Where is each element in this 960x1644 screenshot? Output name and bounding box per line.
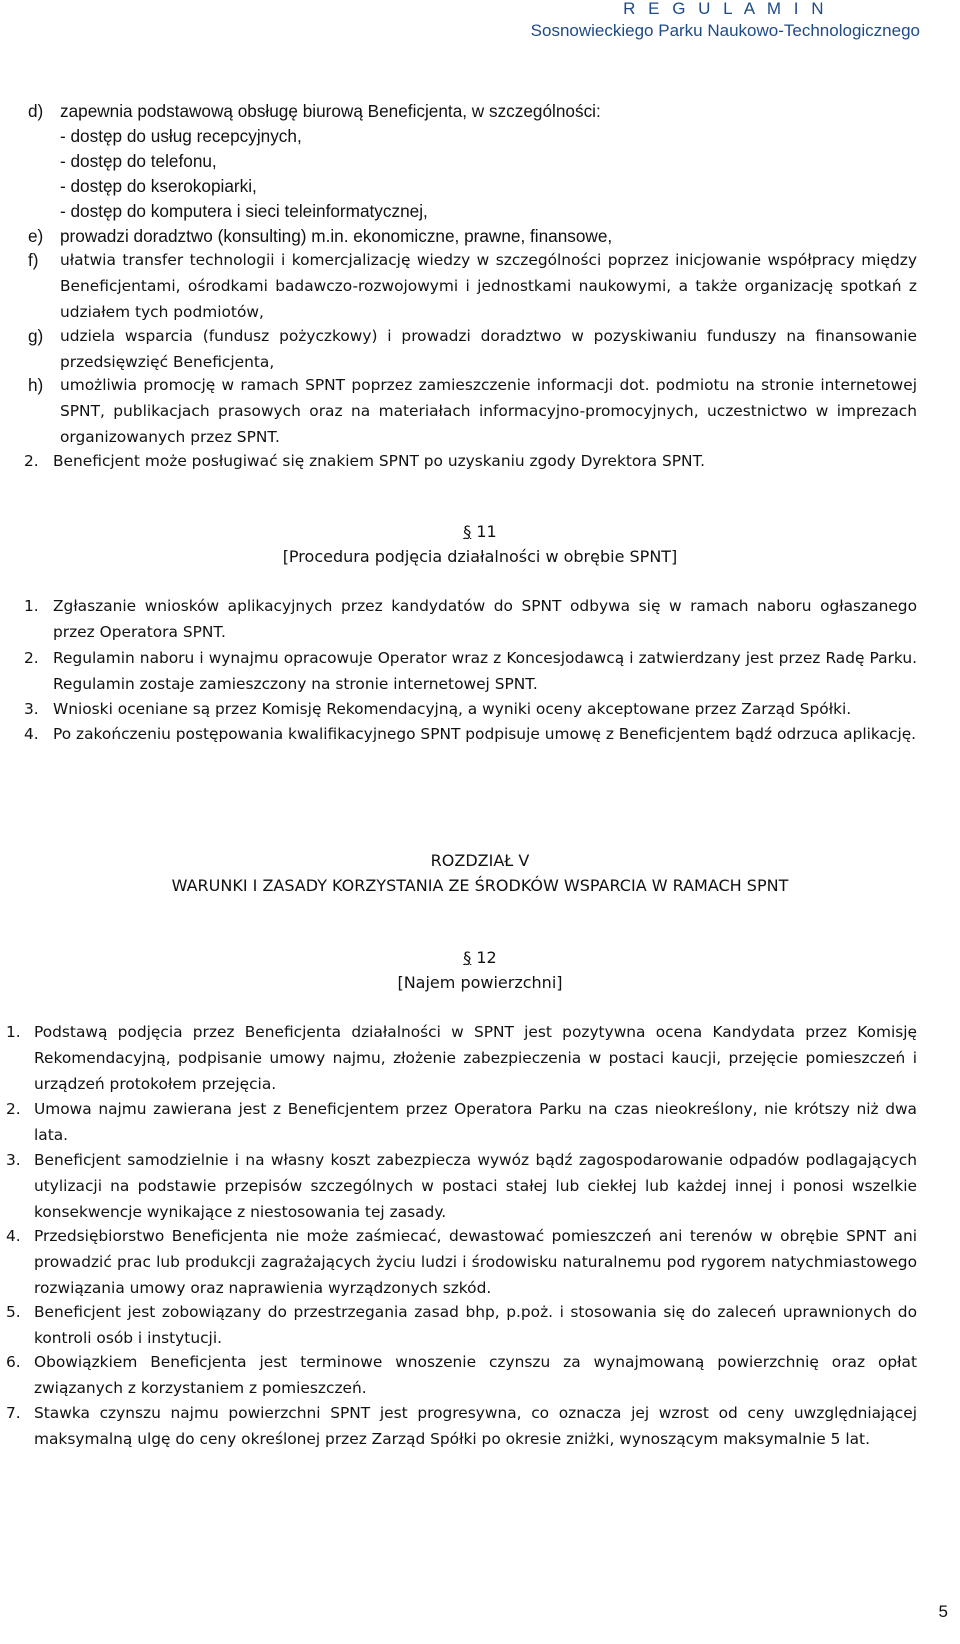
list-item-text: Umowa najmu zawierana jest z Beneficjentem przez Operatora Parku na czas nieokreślony, nie krótszy niż dwa lata.	[34, 1100, 917, 1144]
list-item-text: Podstawą podjęcia przez Beneficjenta działalności w SPNT jest pozytywna ocena Kandydata przez Komisję Rekomendacyjną, podpisanie umowy najmu, złożenie zabezpieczenia w postaci kaucji, przejęcie pomieszczeń i urządzeń protokołem przejęcia.	[34, 1023, 917, 1093]
page-header	[531, 0, 920, 42]
section-number: 12	[476, 948, 497, 967]
section-heading	[0, 519, 960, 545]
chapter-subtitle: WARUNKI I ZASADY KORZYSTANIA ZE ŚRODKÓW WSPARCIA W RAMACH SPNT	[171, 876, 789, 895]
list-label: 6.	[6, 1353, 21, 1371]
list-item-text: Beneficjent samodzielnie i na własny koszt zabezpiecza wywóz bądź zagospodarowanie odpadów podlagających utylizacji na podstawie przepisów szczególnych w postaci stałej lub ciekłej lub każdej innej i ponosi wszelkie konsekwencje wynikające z niestosowania tej zasady.	[34, 1151, 917, 1221]
list-label: 7.	[6, 1404, 21, 1422]
sub-list-item: - dostęp do telefonu,	[60, 151, 217, 171]
sub-list-item: - dostęp do komputera i sieci teleinformatycznej,	[60, 201, 428, 221]
list-item-text: Wnioski oceniane są przez Komisję Rekomendacyjną, a wyniki oceny akceptowane przez Zarząd Spółki.	[53, 700, 852, 718]
list-item-text: udziela wsparcia (fundusz pożyczkowy) i prowadzi doradztwo w pozyskiwaniu funduszy na finansowanie przedsięwzięć Beneficjenta,	[60, 327, 917, 371]
list-label: 2.	[6, 1100, 21, 1118]
list-item-text: ułatwia transfer technologii i komercjalizację wiedzy w szczególności poprzez inicjowanie współpracy między Beneficjentami, ośrodkami badawczo-rozwojowymi i jednostkami naukowymi, a także organizację spotkań z udziałem tych podmiotów,	[60, 251, 917, 321]
section-title: [Procedura podjęcia działalności w obrębie SPNT]	[282, 547, 678, 566]
list-item-text: Obowiązkiem Beneficjenta jest terminowe wnoszenie czynszu za wynajmowaną powierzchnię oraz opłat związanych z korzystaniem z pomieszczeń.	[34, 1353, 917, 1397]
section-symbol: §	[463, 948, 472, 967]
header-subtitle: Sosnowieckiego Parku Naukowo-Technologicznego	[530, 21, 920, 40]
page-number: 5	[938, 1602, 948, 1621]
chapter-title: ROZDZIAŁ V	[430, 851, 530, 870]
section-heading	[0, 945, 960, 971]
list-item-text: Zgłaszanie wniosków aplikacyjnych przez kandydatów do SPNT odbywa się w ramach naboru ogłaszanego przez Operatora SPNT.	[53, 597, 917, 641]
list-item-text: Przedsiębiorstwo Beneficjenta nie może zaśmiecać, dewastować pomieszczeń ani terenów w obrębie SPNT ani prowadzić prac lub produkcji zagrażających życiu ludzi i środowisku naturalnemu pod rygorem natychmiastowego rozwiązania umowy oraz naprawienia wyrządzonych szkód.	[34, 1227, 917, 1297]
list-label: e)	[28, 226, 44, 246]
list-label: g)	[28, 326, 44, 346]
list-label: 3.	[24, 700, 39, 718]
sub-list-item: - dostęp do kserokopiarki,	[60, 176, 257, 196]
list-item-text: Stawka czynszu najmu powierzchni SPNT jest progresywna, co oznacza jej wzrost od ceny uwzględniającej maksymalną ulgę do ceny określonej przez Zarząd Spółki po okresie zniżki, wynoszącym maksymalnie 5 lat.	[34, 1404, 917, 1448]
sub-list-item: - dostęp do usług recepcyjnych,	[60, 126, 302, 146]
list-label: 4.	[24, 725, 39, 743]
section-title: [Najem powierzchni]	[397, 973, 563, 992]
list-item-text: zapewnia podstawową obsługę biurową Beneficjenta, w szczególności:	[60, 101, 601, 121]
list-label: 2.	[24, 452, 39, 470]
list-item-text: Po zakończeniu postępowania kwalifikacyjnego SPNT podpisuje umowę z Beneficjentem bądź odrzuca aplikację.	[53, 725, 917, 743]
list-item-text: Beneficjent jest zobowiązany do przestrzegania zasad bhp, p.poż. i stosowania się do zaleceń uprawnionych do kontroli osób i instytucji.	[34, 1303, 917, 1347]
section-number: 11	[476, 522, 497, 541]
list-label: 2.	[24, 649, 39, 667]
list-item-text: umożliwia promocję w ramach SPNT poprzez zamieszczenie informacji dot. podmiotu na stronie internetowej SPNT, publikacjach prasowych oraz na materiałach informacyjno-promocyjnych, uczestnictwo w imprezach organizowanych przez SPNT.	[60, 376, 917, 446]
list-item-text: Regulamin naboru i wynajmu opracowuje Operator wraz z Koncesjodawcą i zatwierdzany jest przez Radę Parku. Regulamin zostaje zamieszczony na stronie internetowej SPNT.	[53, 649, 917, 693]
list-label: f)	[28, 250, 39, 270]
list-item-text: prowadzi doradztwo (konsulting) m.in. ekonomiczne, prawne, finansowe,	[60, 226, 613, 246]
list-label: 1.	[24, 597, 39, 615]
header-title: R E G U L A M I N	[623, 0, 828, 18]
list-label: d)	[28, 101, 44, 121]
list-label: 3.	[6, 1151, 21, 1169]
list-label: 5.	[6, 1303, 21, 1321]
list-label: 4.	[6, 1227, 21, 1245]
list-item-text: Beneficjent może posługiwać się znakiem SPNT po uzyskaniu zgody Dyrektora SPNT.	[53, 452, 706, 470]
list-label: h)	[28, 375, 44, 395]
list-label: 1.	[6, 1023, 21, 1041]
section-symbol: §	[463, 522, 472, 541]
